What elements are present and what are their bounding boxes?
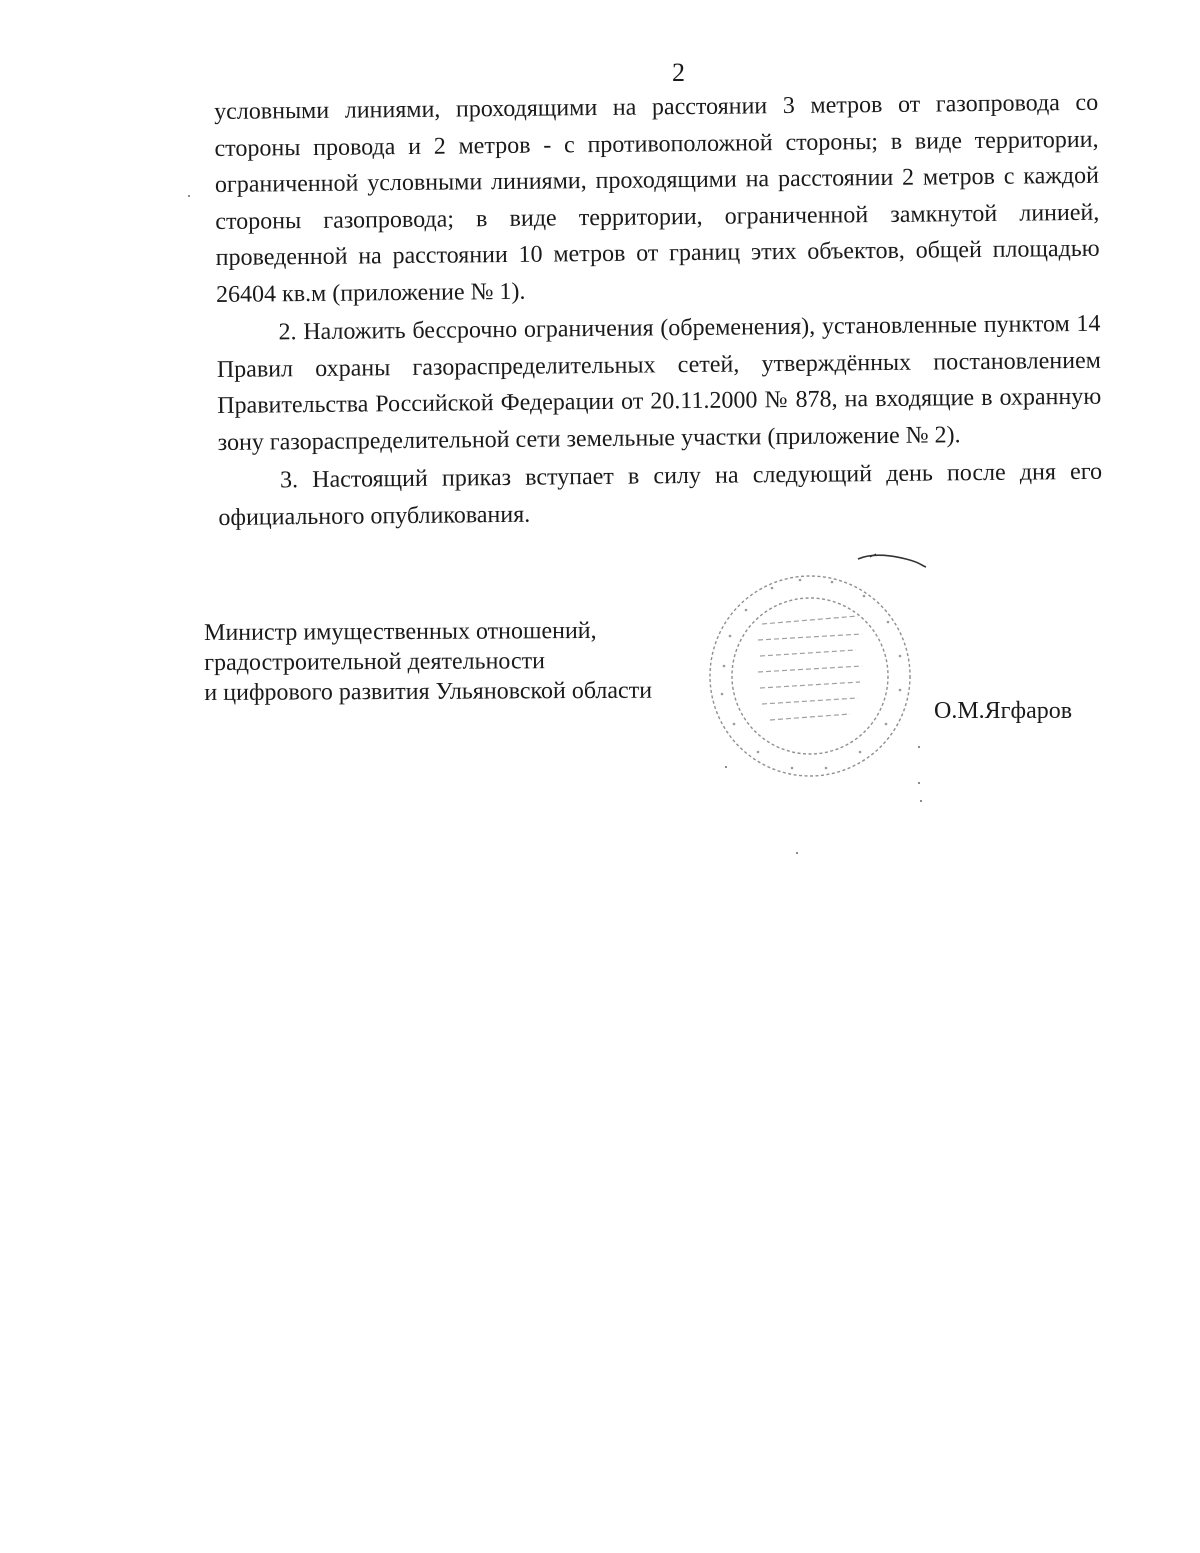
scan-speck bbox=[920, 800, 922, 802]
scan-speck bbox=[796, 852, 798, 854]
scan-speck bbox=[918, 746, 920, 748]
paragraph-item-2: 2. Наложить бессрочно ограничения (обременения), установленные пунктом 14 Правил охраны газораспределительных сетей, утверждённых постановлением Правительства Российской Федерации от 20.11.2000 № 878, на входящие в охранную зону газораспределительной сети земельные участки (приложение № 2). bbox=[216, 310, 1102, 456]
scan-speck bbox=[918, 782, 920, 784]
scan-speck bbox=[725, 766, 727, 768]
signatory-name: О.М.Ягфаров bbox=[934, 698, 1073, 724]
page-number: 2 bbox=[672, 58, 685, 87]
paragraph-item-3: 3. Настоящий приказ вступает в силу на следующий день после дня его официального опубликования. bbox=[218, 458, 1103, 531]
scan-speck bbox=[188, 195, 190, 197]
signatory-position bbox=[204, 616, 652, 708]
paragraph-continuation: условными линиями, проходящими на расстоянии 3 метров от газопровода со стороны провода и 2 метров - с противоположной стороны; в виде территории, ограниченной условными линиями, проходящими на расстоянии 2 метров с каждой стороны газопровода; в виде территории, ограниченной замкнутой линией, проведенной на расстоянии 10 метров от границ этих объектов, общей площадью 26404 кв.м (приложение № 1). bbox=[214, 89, 1100, 308]
document-body bbox=[214, 85, 1103, 536]
signatory-position-line: Министр имущественных отношений, bbox=[204, 617, 597, 646]
signatory-position-line: и цифрового развития Ульяновской области bbox=[204, 677, 653, 706]
seal-stamp-icon bbox=[700, 566, 920, 786]
signatory-position-line: градостроительной деятельности bbox=[204, 648, 546, 676]
